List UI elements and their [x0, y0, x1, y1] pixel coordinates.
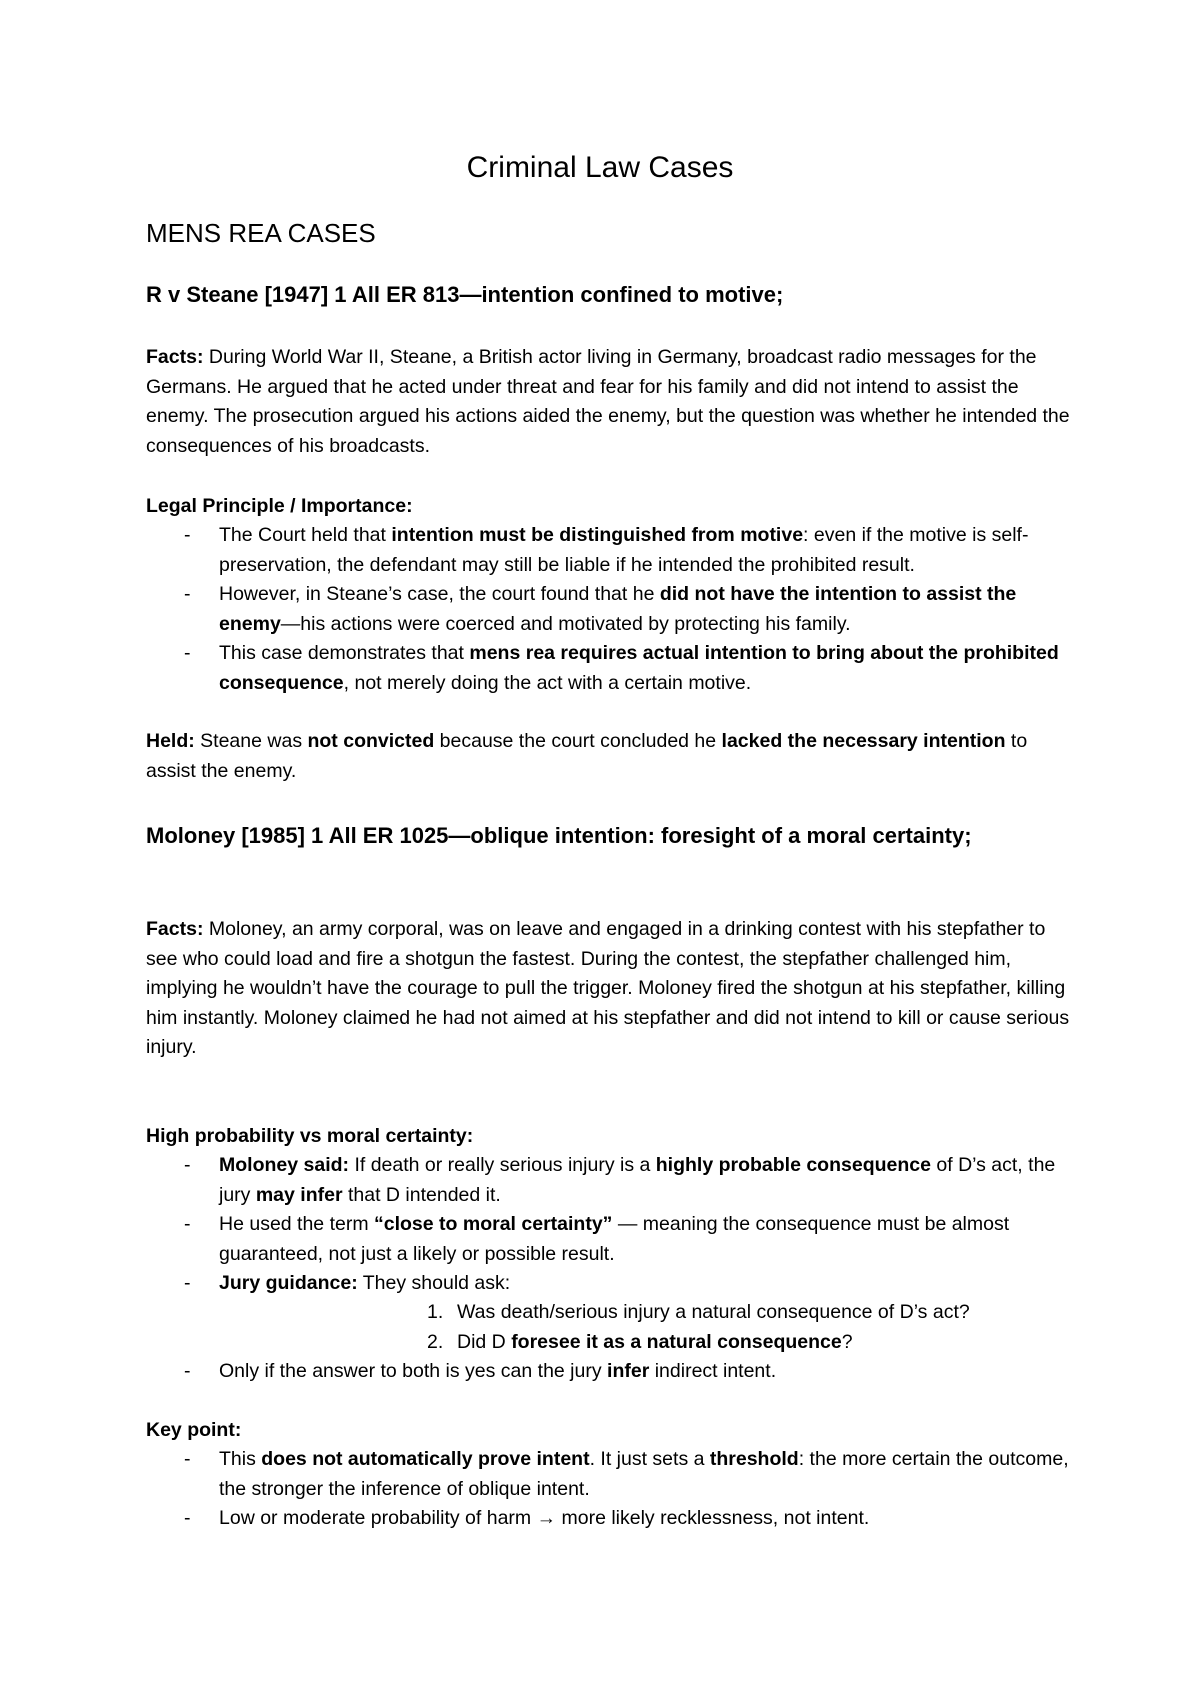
item-emphasis: foresee it as a natural consequence [511, 1330, 842, 1353]
case-facts-moloney [146, 915, 1071, 1063]
bullet-emphasis: threshold [709, 1448, 799, 1470]
held-text: because the court concluded he [434, 730, 722, 752]
bullet-emphasis: “close to moral certainty” [374, 1213, 613, 1235]
probability-list [146, 1151, 1071, 1299]
bullet-emphasis: infer [607, 1360, 650, 1382]
section-heading: MENS REA CASES [146, 218, 376, 248]
numbered-item [427, 1298, 1067, 1328]
held-text: to assist the enemy. [146, 730, 1028, 782]
probability-list-continued [146, 1357, 1071, 1387]
bullet-emphasis: intention must be distinguished from motive [391, 524, 804, 546]
list-item [146, 1269, 1071, 1299]
bullet-emphasis: did not have the intention to assist the enemy [219, 583, 1017, 635]
numbered-item [427, 1328, 1067, 1358]
held-paragraph [146, 727, 1071, 786]
case-heading-steane: R v Steane [1947] 1 All ER 813—intention confined to motive; [146, 282, 784, 307]
bullet-text: This [219, 1448, 262, 1470]
item-text: Was death/serious injury a natural consequence of D’s act? [457, 1301, 970, 1323]
bullet-emphasis: may infer [255, 1183, 343, 1206]
bullet-emphasis: Jury guidance: [219, 1272, 358, 1294]
probability-label: High probability vs moral certainty: [146, 1125, 474, 1147]
list-item [146, 1357, 1071, 1387]
held-emphasis: lacked the necessary intention [721, 730, 1006, 752]
list-item [146, 1504, 1071, 1534]
case-facts-steane [146, 343, 1071, 461]
item-number: 1. [427, 1301, 444, 1323]
bullet-text: He used the term [219, 1213, 374, 1235]
bullet-emphasis: does not automatically prove intent [261, 1448, 590, 1470]
facts-text: During World War II, Steane, a British actor living in Germany, broadcast radio messages for the Germans. He argued that he acted under threat and fear for his family and did not intend to assist the enemy. The prosecution argued his actions aided the enemy, but the question was whether he intended the consequences of his broadcasts. [146, 346, 1070, 457]
document-title: Criminal Law Cases [466, 151, 734, 184]
bullet-dash: - [184, 1154, 191, 1176]
list-item [146, 1445, 1071, 1504]
bullet-text: They should ask: [357, 1272, 511, 1294]
bullet-text: of D’s act, the jury [219, 1154, 1056, 1206]
bullet-text: This case demonstrates that [219, 642, 470, 664]
bullet-text: The Court held that [219, 524, 392, 546]
bullet-text: —his actions were coerced and motivated by protecting his family. [280, 612, 851, 635]
bullet-emphasis: Moloney said: [219, 1154, 350, 1176]
item-number: 2. [427, 1330, 444, 1353]
list-item [146, 1151, 1071, 1210]
bullet-text: Only if the answer to both is yes can the jury [219, 1360, 608, 1382]
bullet-dash: - [184, 1448, 191, 1470]
list-item [146, 1210, 1071, 1269]
key-point-list [146, 1445, 1071, 1534]
case-heading-moloney: Moloney [1985] 1 All ER 1025—oblique intention: foresight of a moral certainty; [146, 823, 972, 848]
list-item [146, 639, 1071, 698]
list-item [146, 521, 1071, 580]
bullet-text: However, in Steane’s case, the court found that he [219, 583, 660, 605]
jury-questions-list [427, 1298, 1067, 1357]
facts-label: Facts: [146, 346, 204, 368]
bullet-dash: - [184, 1507, 191, 1529]
bullet-text: If death or really serious injury is a [349, 1154, 656, 1176]
item-text: ? [841, 1330, 853, 1353]
bullet-dash: - [184, 1213, 191, 1235]
bullet-dash: - [184, 1272, 191, 1294]
bullet-dash: - [184, 583, 191, 605]
item-text: Did D [457, 1330, 512, 1353]
bullet-text: that D intended it. [342, 1183, 501, 1206]
list-item [146, 580, 1071, 639]
held-label: Held: [146, 730, 195, 752]
bullet-text: . It just sets a [589, 1448, 710, 1470]
facts-text: Moloney, an army corporal, was on leave and engaged in a drinking contest with his stepfather to see who could load and fire a shotgun the fastest. During the contest, the stepfather challenged him, implying he wouldn’t have the courage to pull the trigger. Moloney fired the shotgun at his stepfather, killing him instantly. Moloney claimed he had not aimed at his stepfather and did not intend to kill or cause serious injury. [146, 918, 1070, 1058]
bullet-text: Low or moderate probability of harm → more likely recklessness, not intent. [219, 1507, 870, 1529]
bullet-text: indirect intent. [649, 1360, 777, 1382]
bullet-emphasis: mens rea requires actual intention to bring about the prohibited consequence [219, 642, 1059, 694]
key-point-label: Key point: [146, 1419, 242, 1441]
principle-label: Legal Principle / Importance: [146, 495, 413, 517]
bullet-dash: - [184, 642, 191, 664]
facts-label: Facts: [146, 918, 204, 940]
bullet-emphasis: highly probable consequence [655, 1154, 931, 1176]
held-emphasis: not convicted [307, 730, 435, 752]
bullet-text: , not merely doing the act with a certain motive. [343, 671, 752, 694]
bullet-text: — meaning the consequence must be almost guaranteed, not just a likely or possible result. [219, 1213, 1010, 1265]
bullet-text: : even if the motive is self-preservation, the defendant may still be liable if he intended the prohibited result. [219, 524, 1029, 576]
bullet-text: : the more certain the outcome, the stronger the inference of oblique intent. [219, 1448, 1069, 1500]
bullet-dash: - [184, 1360, 191, 1382]
bullet-dash: - [184, 524, 191, 546]
principle-list [146, 521, 1071, 698]
held-text: Steane was [194, 730, 308, 752]
